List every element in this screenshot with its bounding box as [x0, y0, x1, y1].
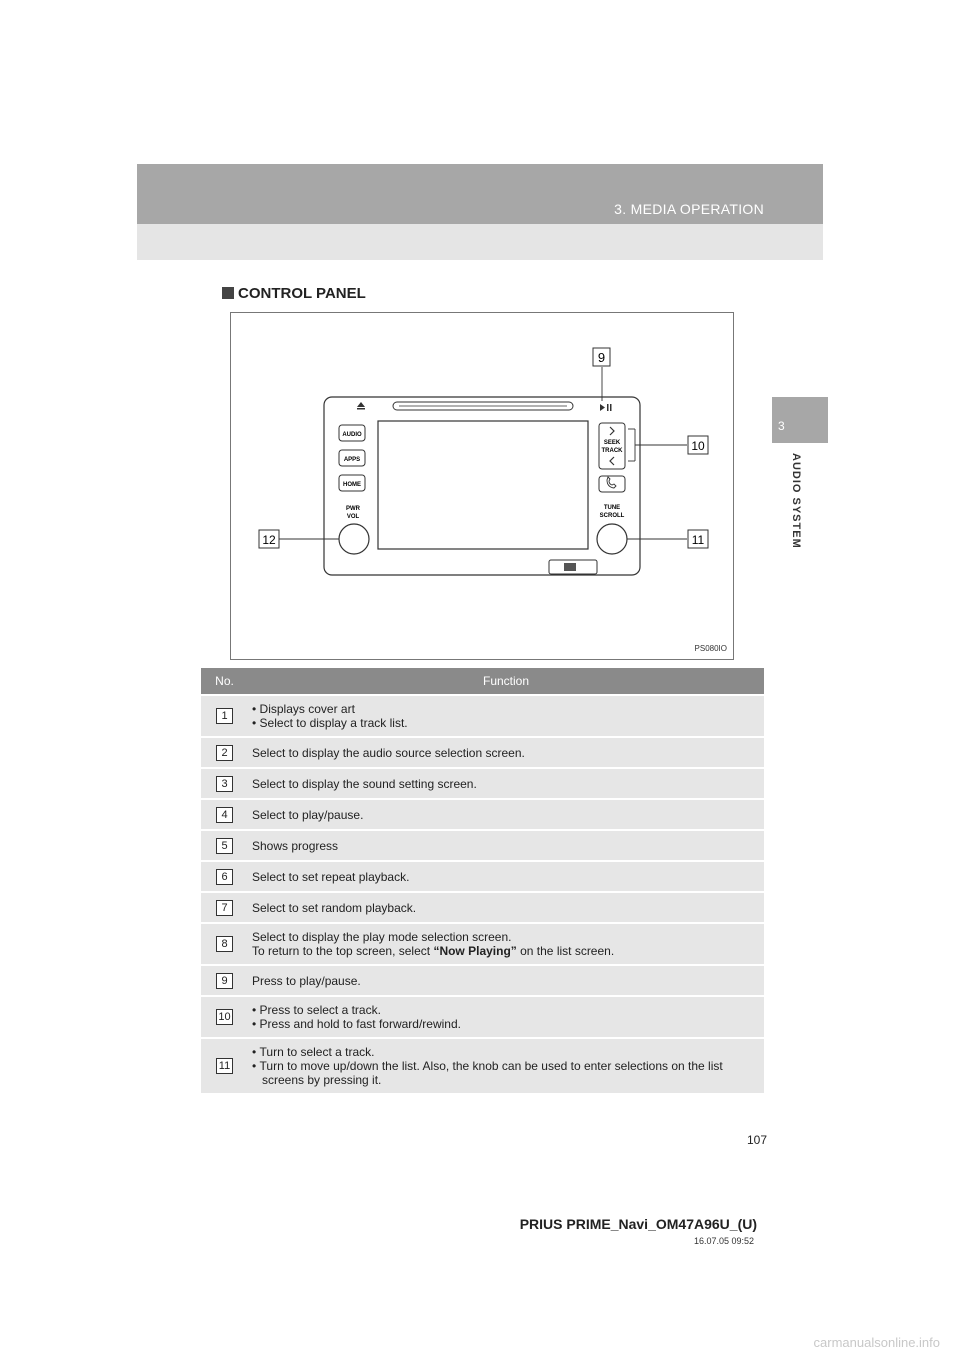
square-bullet-icon	[222, 287, 234, 299]
column-header-no: No.	[201, 668, 248, 695]
row-number: 10	[216, 1009, 233, 1025]
row-text: Press to play/pause.	[248, 965, 764, 996]
row-bullet: • Press and hold to fast forward/rewind.	[252, 1017, 756, 1031]
control-panel-figure	[230, 312, 734, 660]
table-header-row	[201, 668, 764, 695]
vol-label: VOL	[346, 514, 360, 520]
audio-button-label: AUDIO	[342, 432, 362, 438]
page-number: 107	[747, 1133, 768, 1147]
table-row	[201, 996, 764, 1038]
scroll-label: SCROLL	[599, 513, 625, 519]
apps-button-label: APPS	[343, 457, 361, 463]
row-number: 9	[216, 973, 233, 989]
track-label: TRACK	[601, 448, 623, 454]
row-number: 5	[216, 838, 233, 854]
now-playing-label: “Now Playing”	[433, 944, 517, 958]
table-row	[201, 695, 764, 737]
side-tab-number: 3	[772, 397, 828, 443]
power-volume-knob	[339, 524, 369, 554]
table-row	[201, 923, 764, 965]
pwr-label: PWR	[346, 506, 360, 512]
row-text: Select to display the sound setting screen.	[248, 768, 764, 799]
column-header-function: Function	[248, 668, 764, 695]
seek-label: SEEK	[603, 440, 621, 446]
chapter-title: 3. MEDIA OPERATION	[614, 201, 764, 217]
section-heading	[222, 285, 366, 302]
row-text: Select to display the audio source selection screen.	[248, 737, 764, 768]
row-text: Shows progress	[248, 830, 764, 861]
side-tab-label: AUDIO SYSTEM	[790, 453, 802, 549]
row-text: Select to display the play mode selection screen.	[252, 930, 512, 944]
table-row	[201, 892, 764, 923]
row-number: 1	[216, 708, 233, 724]
row-number: 2	[216, 745, 233, 761]
row-number: 4	[216, 807, 233, 823]
row-bullet: • Turn to select a track.	[252, 1045, 756, 1059]
table-row	[201, 799, 764, 830]
table-row	[201, 965, 764, 996]
table-row	[201, 737, 764, 768]
row-number: 7	[216, 900, 233, 916]
row-bullet: • Displays cover art	[252, 702, 756, 716]
row-number: 6	[216, 869, 233, 885]
table-row	[201, 830, 764, 861]
watermark[interactable]: carmanualsonline.info	[813, 1335, 940, 1350]
table-row	[201, 1038, 764, 1093]
row-number: 8	[216, 936, 233, 952]
function-table	[201, 668, 764, 1093]
table-row	[201, 768, 764, 799]
footer-date: 16.07.05 09:52	[693, 1236, 754, 1246]
row-number: 3	[216, 776, 233, 792]
row-text-line2: To return to the top screen, select “Now Playing” on the list screen.	[252, 944, 615, 958]
footer-title: PRIUS PRIME_Navi_OM47A96U_(U)	[519, 1216, 757, 1232]
tune-label: TUNE	[603, 505, 621, 511]
callout-9: 9	[597, 350, 606, 365]
row-text: Select to play/pause.	[248, 799, 764, 830]
tune-scroll-knob	[597, 524, 627, 554]
row-bullet: • Select to display a track list.	[252, 716, 756, 730]
callout-12: 12	[262, 533, 276, 547]
row-text: Select to set repeat playback.	[248, 861, 764, 892]
table-row	[201, 861, 764, 892]
callout-10: 10	[691, 439, 705, 453]
row-bullet: • Turn to move up/down the list. Also, the knob can be used to enter selections on the list screens by pressing it.	[252, 1059, 756, 1087]
control-panel-illustration	[231, 313, 733, 659]
row-bullet: • Press to select a track.	[252, 1003, 756, 1017]
row-number: 11	[216, 1058, 233, 1074]
home-button-label: HOME	[343, 482, 361, 488]
row-text: Select to set random playback.	[248, 892, 764, 923]
section-title: CONTROL PANEL	[238, 285, 366, 302]
callout-11: 11	[691, 533, 705, 547]
figure-code: PS080IO	[694, 644, 727, 653]
header-subband	[137, 224, 823, 260]
